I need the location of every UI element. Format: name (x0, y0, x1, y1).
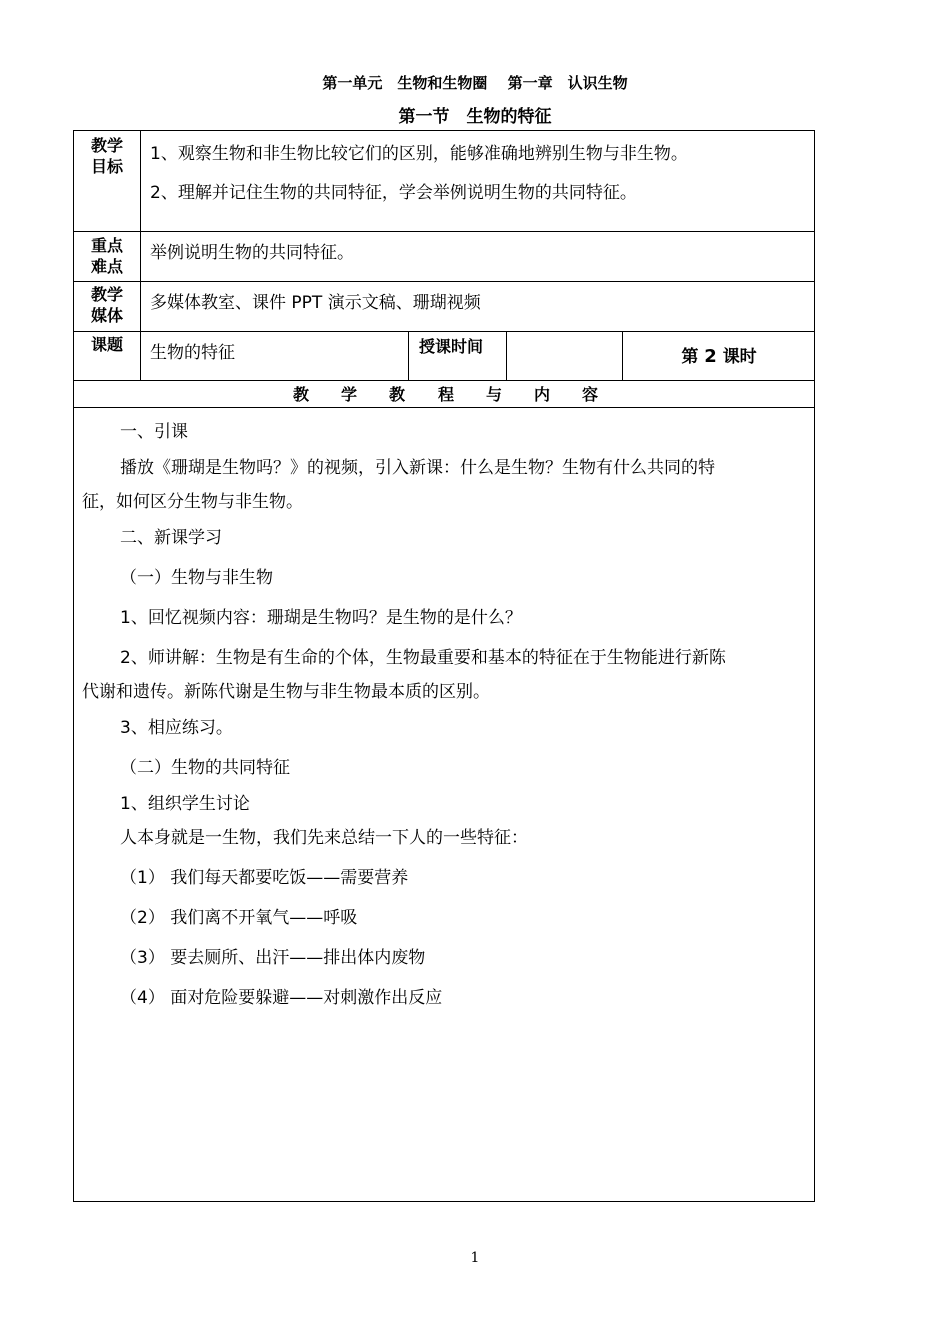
goal-item: 2、理解并记住生物的共同特征，学会举例说明生物的共同特征。 (150, 183, 637, 203)
content-paragraph: （2） 我们离不开氧气——呼吸 (120, 908, 358, 928)
topic-text: 生物的特征 (150, 343, 235, 363)
section-title: 第一节 生物的特征 (398, 107, 552, 127)
content-paragraph: 代谢和遗传。新陈代谢是生物与非生物最本质的区别。 (82, 682, 490, 702)
content-paragraph: （一）生物与非生物 (120, 568, 273, 588)
content-paragraph: 征，如何区分生物与非生物。 (82, 492, 303, 512)
content-paragraph: （1） 我们每天都要吃饭——需要营养 (120, 868, 409, 888)
row-divider (74, 231, 814, 232)
goals-label: 教学 目标 (90, 136, 123, 176)
row-divider (74, 380, 814, 381)
column-divider (408, 331, 409, 380)
column-divider (140, 131, 141, 380)
content-paragraph: 一、引课 (120, 422, 188, 442)
content-paragraph: 1、组织学生讨论 (120, 794, 250, 814)
content-paragraph: 二、新课学习 (120, 528, 222, 548)
column-divider (506, 331, 507, 380)
key-points-text: 举例说明生物的共同特征。 (150, 243, 354, 263)
media-label: 教学 媒体 (90, 285, 123, 325)
row-divider (74, 281, 814, 282)
topic-label: 课题 (90, 335, 123, 354)
unit-chapter-header: 第一单元 生物和生物圈 第一章 认识生物 (322, 74, 628, 92)
content-paragraph: （4） 面对危险要躲避——对刺激作出反应 (120, 988, 443, 1008)
content-paragraph: （二）生物的共同特征 (120, 758, 290, 778)
content-paragraph: 2、师讲解：生物是有生命的个体，生物最重要和基本的特征在于生物能进行新陈 (120, 648, 726, 668)
process-header: 教 学 教 程 与 内 容 (293, 385, 599, 404)
row-divider (74, 331, 814, 332)
goal-item: 1、观察生物和非生物比较它们的区别，能够准确地辨别生物与非生物。 (150, 144, 688, 164)
time-label: 授课时间 (419, 337, 484, 356)
content-paragraph: （3） 要去厕所、出汗——排出体内废物 (120, 948, 426, 968)
lesson-plan-table (73, 130, 815, 1202)
key-points-label: 重点 难点 (90, 236, 123, 276)
page-number: 1 (470, 1250, 480, 1266)
media-text: 多媒体教室、课件 PPT 演示文稿、珊瑚视频 (150, 293, 481, 313)
content-paragraph: 1、回忆视频内容：珊瑚是生物吗？是生物的是什么？ (120, 608, 522, 628)
content-paragraph: 人本身就是一生物，我们先来总结一下人的一些特征： (120, 828, 528, 848)
lesson-count: 第 2 课时 (681, 346, 757, 367)
row-divider (74, 407, 814, 408)
content-paragraph: 播放《珊瑚是生物吗？》的视频，引入新课：什么是生物？生物有什么共同的特 (120, 458, 715, 478)
content-paragraph: 3、相应练习。 (120, 718, 233, 738)
